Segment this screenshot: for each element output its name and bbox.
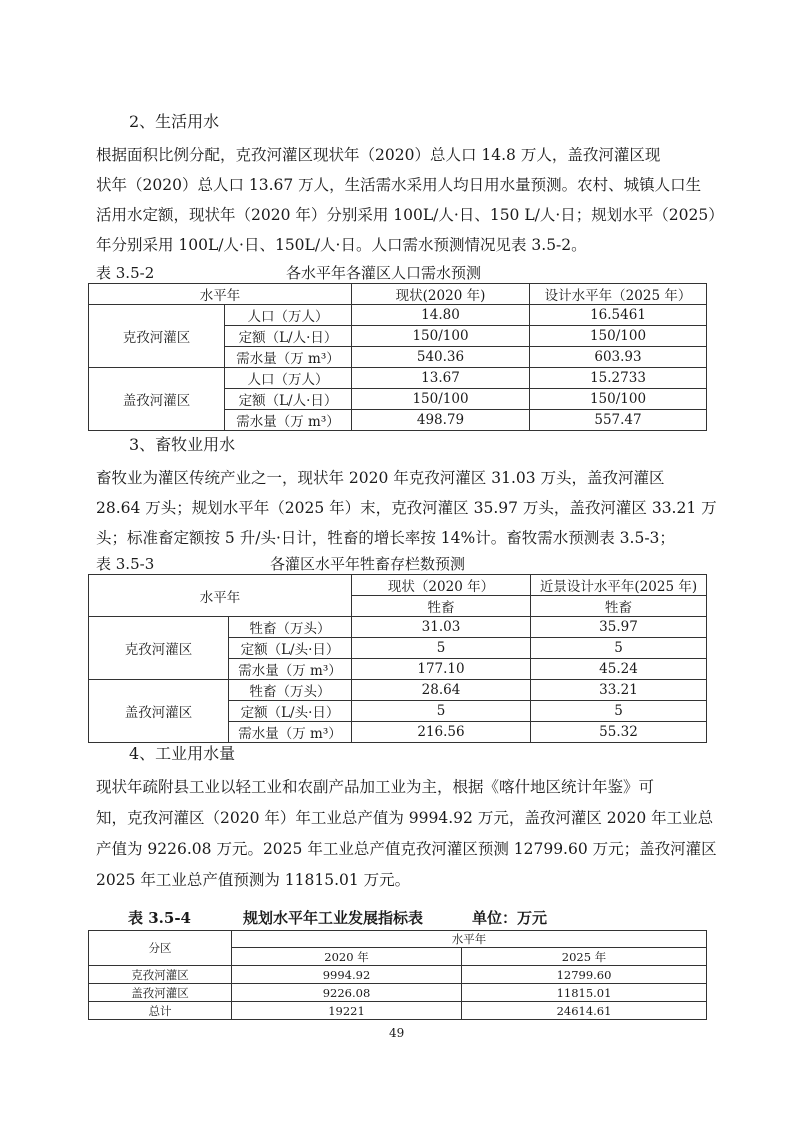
item-cell: 需水量（万 m³） — [225, 347, 352, 368]
value-cell: 498.79 — [352, 410, 530, 431]
value-cell: 15.2733 — [530, 368, 707, 389]
value-cell: 540.36 — [352, 347, 530, 368]
section-heading-livestock-water: 3、畜牧业用水 — [129, 435, 236, 454]
value-cell: 5 — [352, 638, 531, 659]
paragraph-line: 现状年疏附县工业以轻工业和农副产品加工业为主，根据《喀什地区统计年鉴》可 — [96, 778, 655, 796]
value-cell: 55.32 — [531, 722, 707, 743]
paragraph-line: 2025 年工业总产值预测为 11815.01 万元。 — [96, 871, 411, 889]
item-cell: 牲畜（万头） — [229, 680, 352, 701]
item-cell: 需水量（万 m³） — [225, 410, 352, 431]
value-cell: 13.67 — [352, 368, 530, 389]
value-cell: 45.24 — [531, 659, 707, 680]
value-cell: 24614.61 — [462, 1002, 707, 1020]
header-2020: 2020 年 — [232, 948, 462, 966]
population-water-table — [88, 283, 707, 431]
value-cell: 16.5461 — [530, 305, 707, 326]
value-cell: 28.64 — [352, 680, 531, 701]
value-cell: 14.80 — [352, 305, 530, 326]
item-cell: 定额（L/头·日） — [229, 638, 352, 659]
table-number: 表 3.5-3 — [96, 555, 155, 573]
value-cell: 19221 — [232, 1002, 462, 1020]
subheader-design: 牲畜 — [531, 596, 707, 617]
subheader-current: 牲畜 — [352, 596, 531, 617]
item-cell: 定额（L/人·日） — [225, 326, 352, 347]
section-heading-industrial-water: 4、工业用水量 — [129, 744, 236, 763]
value-cell: 31.03 — [352, 617, 531, 638]
item-cell: 人口（万人） — [225, 368, 352, 389]
item-cell: 定额（L/人·日） — [225, 389, 352, 410]
value-cell: 12799.60 — [462, 966, 707, 984]
value-cell: 557.47 — [530, 410, 707, 431]
header-region: 分区 — [89, 931, 232, 966]
section-heading-domestic-water: 2、生活用水 — [129, 112, 220, 131]
paragraph-line: 知，克孜河灌区（2020 年）年工业总产值为 9994.92 万元，盖孜河灌区 2020 年工业总 — [96, 809, 714, 827]
table-number: 表 3.5-2 — [96, 264, 155, 282]
paragraph-line: 活用水定额，现状年（2020 年）分别采用 100L/人·日、150 L/人·日；规划水平（2025） — [96, 206, 724, 224]
page-number: 49 — [389, 1026, 405, 1040]
paragraph-line: 头；标准畜定额按 5 升/头·日计，牲畜的增长率按 14%计。畜牧需水预测表 3.5-3； — [96, 529, 675, 547]
region-cell: 克孜河灌区 — [89, 966, 232, 984]
item-cell: 定额（L/头·日） — [229, 701, 352, 722]
value-cell: 5 — [531, 701, 707, 722]
paragraph-line: 28.64 万头；规划水平年（2025 年）末，克孜河灌区 35.97 万头，盖孜河灌区 33.21 万 — [96, 499, 717, 517]
table-title: 各水平年各灌区人口需水预测 — [286, 264, 482, 282]
header-current: 现状(2020 年) — [352, 284, 530, 305]
value-cell: 5 — [352, 701, 531, 722]
value-cell: 177.10 — [352, 659, 531, 680]
item-cell: 需水量（万 m³） — [229, 659, 352, 680]
header-current: 现状（2020 年） — [352, 575, 531, 596]
table-title: 各灌区水平年牲畜存栏数预测 — [270, 555, 466, 573]
total-cell: 总计 — [89, 1002, 232, 1020]
value-cell: 9994.92 — [232, 966, 462, 984]
paragraph-line: 状年（2020）总人口 13.67 万人，生活需水采用人均日用水量预测。农村、城镇人口生 — [96, 176, 702, 194]
value-cell: 33.21 — [531, 680, 707, 701]
region-cell: 盖孜河灌区 — [89, 368, 225, 431]
value-cell: 9226.08 — [232, 984, 462, 1002]
region-cell: 盖孜河灌区 — [89, 680, 229, 743]
value-cell: 150/100 — [530, 326, 707, 347]
paragraph-line: 年分别采用 100L/人·日、150L/人·日。人口需水预测情况见表 3.5-2。 — [96, 236, 587, 254]
value-cell: 11815.01 — [462, 984, 707, 1002]
value-cell: 150/100 — [530, 389, 707, 410]
industry-table — [88, 930, 707, 1020]
value-cell: 603.93 — [530, 347, 707, 368]
table-unit: 单位：万元 — [472, 909, 548, 927]
header-level: 水平年 — [232, 931, 707, 948]
header-level: 水平年 — [89, 575, 352, 617]
value-cell: 150/100 — [352, 389, 530, 410]
header-design: 近景设计水平年(2025 年) — [531, 575, 707, 596]
item-cell: 牲畜（万头） — [229, 617, 352, 638]
header-level: 水平年 — [89, 284, 352, 305]
table-title: 规划水平年工业发展指标表 — [243, 909, 424, 927]
livestock-table — [88, 574, 707, 743]
paragraph-line: 根据面积比例分配，克孜河灌区现状年（2020）总人口 14.8 万人，盖孜河灌区现 — [96, 146, 661, 164]
value-cell: 150/100 — [352, 326, 530, 347]
table-number: 表 3.5-4 — [128, 909, 191, 927]
header-design: 设计水平年（2025 年） — [530, 284, 707, 305]
region-cell: 克孜河灌区 — [89, 617, 229, 680]
item-cell: 需水量（万 m³） — [229, 722, 352, 743]
item-cell: 人口（万人） — [225, 305, 352, 326]
region-cell: 克孜河灌区 — [89, 305, 225, 368]
paragraph-line: 产值为 9226.08 万元。2025 年工业总产值克孜河灌区预测 12799.60 万元；盖孜河灌区 — [96, 840, 717, 858]
header-2025: 2025 年 — [462, 948, 707, 966]
value-cell: 216.56 — [352, 722, 531, 743]
region-cell: 盖孜河灌区 — [89, 984, 232, 1002]
paragraph-line: 畜牧业为灌区传统产业之一，现状年 2020 年克孜河灌区 31.03 万头，盖孜河灌区 — [96, 469, 665, 487]
value-cell: 35.97 — [531, 617, 707, 638]
value-cell: 5 — [531, 638, 707, 659]
